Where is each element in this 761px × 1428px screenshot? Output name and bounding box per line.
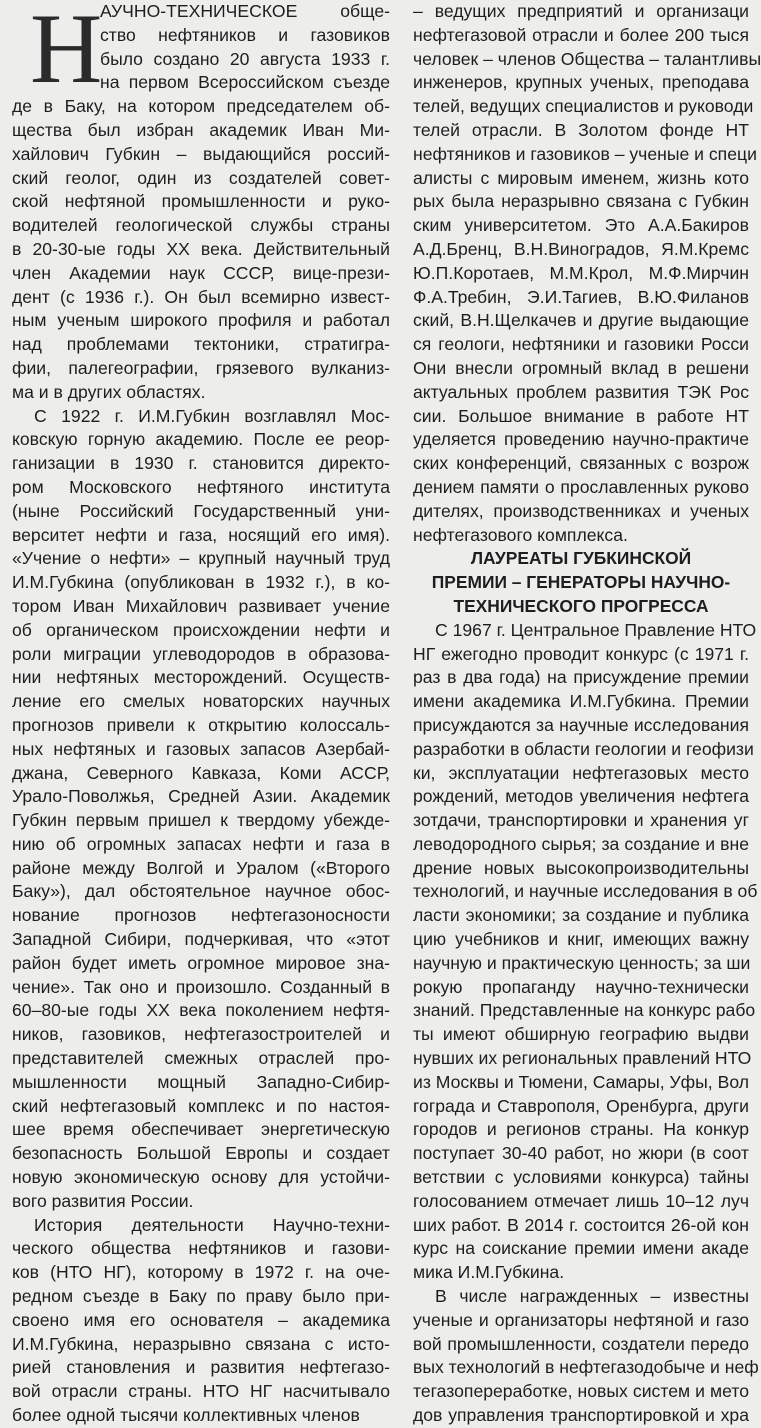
text-line: вой отрасли страны. НТО НГ насчитывало	[12, 1381, 390, 1402]
text-line: новую экономическую основу для устойчи-	[12, 1167, 390, 1188]
text-line: нувших их региональных правлений НТО	[413, 1048, 752, 1069]
text-line: Ф.А.Требин, Э.И.Тагиев, В.Ю.Филанов	[413, 286, 749, 307]
text-line: ской нефтяной промышленности и руко-	[12, 191, 390, 212]
text-line: зотдачи, транспортировки и хранения уг	[413, 810, 749, 831]
text-line: мика И.М.Губкина.	[413, 1262, 565, 1283]
text-line: рых была неразрывно связана с Губкин	[413, 191, 749, 212]
left-column	[12, 0, 390, 1428]
text-line: вой промышленности, создатели передо	[413, 1333, 749, 1354]
text-line: рокую пропаганду научно-технически	[413, 976, 749, 997]
text-line: на первом Всероссийском съезде	[100, 72, 390, 93]
text-line: нии нефтяных месторождений. Осуществ-	[12, 667, 390, 688]
text-line: дов управления транспортировкой и хра	[413, 1405, 749, 1426]
text-line: об органическом происхождении нефти и	[12, 619, 390, 640]
text-line: ученые и организаторы нефтяной и газо	[413, 1309, 749, 1330]
text-line: джана, Северного Кавказа, Коми АССР,	[12, 762, 390, 783]
text-line: Баку»), дал обстоятельное научное обос-	[12, 881, 390, 902]
text-line: нефтяников и газовиков – ученые и специ	[413, 143, 757, 164]
text-line: знаний. Представленные на конкурс рабо	[413, 1000, 756, 1021]
text-line: тегазопереработке, новых систем и мето	[413, 1381, 749, 1402]
text-line: шее время обеспечивает энергетическую	[12, 1119, 390, 1140]
text-line: район будет иметь огромное мировое зна-	[12, 952, 390, 973]
text-line: 60–80-ые годы ХХ века поколением нефтя-	[12, 1000, 390, 1021]
text-line: технологий, и научные исследования в об	[413, 881, 758, 902]
text-line: районе между Волгой и Уралом («Второго	[12, 857, 390, 878]
text-line: ков (НТО НГ), которому в 1972 г. на оче-	[12, 1262, 390, 1283]
text-line: хайлович Губкин – выдающийся россий-	[12, 143, 390, 164]
text-line: ческого общества нефтяников и газови-	[12, 1238, 390, 1259]
text-line: И.М.Губкина, неразрывно связана с исто-	[12, 1333, 390, 1354]
text-line: дителях, производственниках и ученых	[413, 500, 749, 521]
text-line: рией становления и развития нефтегазо-	[12, 1357, 390, 1378]
text-line: ганизации в 1930 г. становится директо-	[12, 453, 390, 474]
text-line: телей отрасли. В Золотом фонде НТ	[413, 119, 749, 140]
text-line: человек – членов Общества – талантливы	[413, 48, 761, 69]
text-line: ки, эксплуатации нефтегазовых место	[413, 762, 749, 783]
text-line: безопасность Большой Европы и создает	[12, 1143, 390, 1164]
text-line: ших работ. В 2014 г. состоится 26-ой кон	[413, 1214, 749, 1235]
text-line: АУЧНО-ТЕХНИЧЕСКОЕ обще-	[100, 1, 390, 21]
text-line: алисты с мировым именем, жизнь кото	[413, 167, 749, 188]
text-line: ты имеют обширную географию выдви	[413, 1024, 749, 1045]
text-line: вых технологий в нефтегазодобыче и неф	[413, 1357, 759, 1378]
text-line: уделяется проведению научно-практиче	[413, 429, 749, 450]
text-line: имени академика И.М.Губкина. Премии	[413, 691, 749, 712]
text-line: более одной тысячи коллективных членов	[12, 1405, 360, 1426]
text-line: НГ ежегодно проводит конкурс (с 1971 г.	[413, 643, 749, 664]
text-line: сии. Большое внимание в работе НТ	[413, 405, 749, 426]
text-line: городов и регионов страны. На конкур	[413, 1119, 749, 1140]
heading-line: ЛАУРЕАТЫ ГУБКИНСКОЙ	[470, 548, 692, 569]
text-line: чение». Так оно и произошло. Созданный в	[12, 976, 390, 997]
text-line: леводородного сырья; за создание и вне	[413, 833, 749, 854]
text-line: ство нефтяников и газовиков	[100, 24, 390, 45]
text-line: дрение новых высокопроизводительны	[413, 857, 749, 878]
heading-line: ТЕХНИЧЕСКОГО ПРОГРЕССА	[453, 595, 709, 616]
text-line: голосованием отмечает лишь 10–12 луч	[413, 1190, 749, 1211]
text-line: водителей геологической службы страны	[12, 215, 390, 236]
text-line: над проблемами тектоники, стратигра-	[12, 334, 390, 355]
text-line: нию об огромных запасах нефти и газа в	[12, 833, 390, 854]
text-line: ным ученым широкого профиля и работал	[12, 310, 390, 331]
right-column	[413, 0, 761, 1428]
text-line: (ныне Российский Государственный уни-	[12, 500, 390, 521]
text-line: телей, ведущих специалистов и руководи	[413, 96, 754, 117]
text-line: актуальных проблем развития ТЭК Рос	[413, 381, 749, 402]
text-line: С 1922 г. И.М.Губкин возглавлял Мос-	[34, 405, 390, 426]
text-line: ников, газовиков, нефтегазостроителей и	[12, 1024, 390, 1045]
text-line: ветствии с условиями конкурса) тайны	[413, 1167, 749, 1188]
text-line: фии, палегеографии, грязевого вулканиз-	[12, 357, 390, 378]
text-line: ским университетом. Это А.А.Бакиров	[413, 215, 749, 236]
text-line: нефтегазовой отрасли и более 200 тыся	[413, 24, 749, 45]
text-line: нование прогнозов нефтегазоносности	[12, 905, 390, 926]
text-line: научную и практическую ценность; за ши	[413, 952, 751, 973]
text-line: ных нефтяных и газовых запасов Азербай-	[12, 738, 390, 759]
text-line: ром Московского нефтяного института	[12, 476, 390, 497]
text-line: курс на соискание премии имени акаде	[413, 1238, 749, 1259]
text-line: своено имя его основателя – академика	[12, 1309, 390, 1330]
text-line: ма и в других областях.	[12, 381, 206, 402]
text-line: ковскую горную академию. После ее реор-	[12, 429, 390, 450]
text-line: поступает 30-40 работ, но жюри (в соот	[413, 1143, 749, 1164]
text-line: де в Баку, на котором председателем об-	[12, 96, 390, 117]
text-line: ление его смелых новаторских научных	[12, 691, 390, 712]
heading-line: ПРЕМИИ – ГЕНЕРАТОРЫ НАУЧНО-	[431, 572, 731, 593]
text-line: Губкин первым пришел к твердому убежде-	[12, 810, 390, 831]
text-line: ласти экономики; за создание и публика	[413, 905, 749, 926]
text-line: из Москвы и Тюмени, Самары, Уфы, Вол	[413, 1071, 749, 1092]
text-line: нефтегазового комплекса.	[413, 524, 628, 545]
text-line: ся геологи, нефтяники и газовики Росси	[413, 334, 749, 355]
text-line: Ю.П.Коротаев, М.М.Крол, М.Ф.Мирчин	[413, 262, 749, 283]
text-line: – ведущих предприятий и организаци	[413, 1, 749, 21]
text-line: ский нефтегазовый комплекс и по настоя-	[12, 1095, 390, 1116]
text-line: дением памяти о прославленных руково	[413, 476, 749, 497]
text-line: рождений, методов увеличения нефтега	[413, 786, 749, 807]
text-line: В числе награжденных – известны	[435, 1286, 749, 1307]
text-line: И.М.Губкина (опубликован в 1932 г.), в ко-	[12, 572, 390, 593]
text-line: гограда и Ставрополя, Оренбурга, други	[413, 1095, 749, 1116]
text-line: Они внесли огромный вклад в решени	[413, 357, 749, 378]
text-line: раз в два года) на присуждение премии	[413, 667, 749, 688]
section-heading	[413, 547, 749, 618]
drop-cap: Н	[30, 0, 103, 104]
text-line: в 20-30-ые годы ХХ века. Действительный	[12, 238, 390, 259]
text-line: щества был избран академик Иван Ми-	[12, 119, 390, 140]
text-line: присуждаются за научные исследования	[413, 714, 749, 735]
text-line: член Академии наук СССР, вице-прези-	[12, 262, 390, 283]
text-line: ский, В.Н.Щелкачев и другие выдающие	[413, 310, 749, 331]
text-line: разработки в области геологии и геофизи	[413, 738, 754, 759]
text-line: цию учебников и книг, имеющих важну	[413, 929, 749, 950]
text-line: Урало-Поволжья, Средней Азии. Академик	[12, 786, 390, 807]
text-line: История деятельности Научно-техни-	[34, 1214, 390, 1235]
text-line: роли миграции углеводородов в образова-	[12, 643, 390, 664]
text-line: прогнозов привели к открытию колоссаль-	[12, 714, 390, 735]
text-line: тором Иван Михайлович развивает учение	[12, 595, 390, 616]
text-line: редном съезде в Баку по праву было при-	[12, 1286, 390, 1307]
text-line: мышленности мощный Западно-Сибир-	[12, 1071, 390, 1092]
text-line: верситет нефти и газа, носящий его имя).	[12, 524, 390, 545]
text-line: Западной Сибири, подчеркивая, что «этот	[12, 929, 390, 950]
text-line: «Учение о нефти» – крупный научный труд	[12, 548, 390, 569]
text-line: ских конференций, связанных с возрож	[413, 453, 749, 474]
text-line: С 1967 г. Центральное Правление НТО	[435, 619, 757, 640]
text-line: представителей смежных отраслей про-	[12, 1048, 390, 1069]
text-line: инженеров, крупных ученых, преподава	[413, 72, 749, 93]
text-line: дент (с 1936 г.). Он был всемирно извест-	[12, 286, 390, 307]
text-line: было создано 20 августа 1933 г.	[100, 48, 390, 69]
text-line: ский геолог, один из создателей совет-	[12, 167, 390, 188]
text-line: А.Д.Бренц, В.Н.Виноградов, Я.М.Кремс	[413, 238, 749, 259]
text-line: вого развития России.	[12, 1190, 194, 1211]
